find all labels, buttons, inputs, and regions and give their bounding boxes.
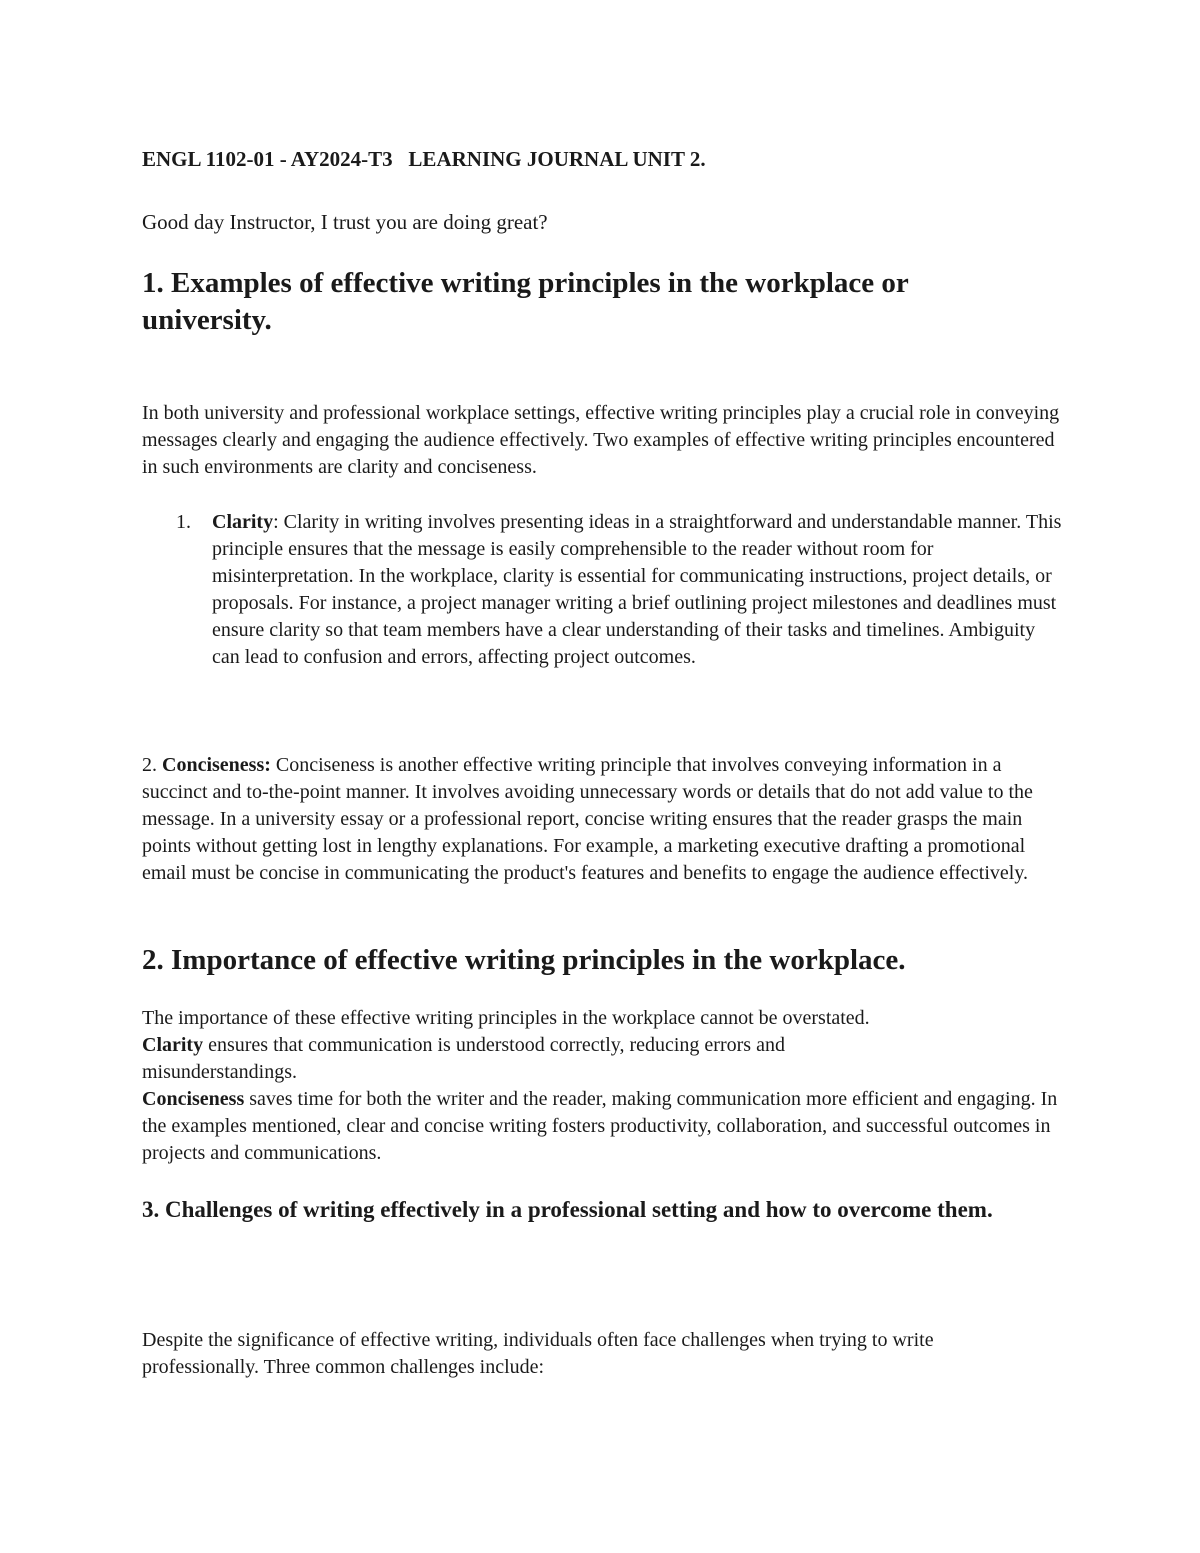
section2-clarity — [142, 1032, 922, 1086]
list-item-clarity — [142, 509, 1062, 671]
term-clarity: Clarity — [142, 1034, 204, 1056]
term-conciseness: Conciseness — [142, 1088, 245, 1110]
list-item-text — [212, 509, 1062, 671]
conciseness-importance: saves time for both the writer and the reader, making communication more efficient and engaging. In the examples mentioned, clear and concise writing fosters productivity, collaboration, and successful outcomes in projects and communications. — [142, 1088, 1058, 1164]
section2-intro: The importance of these effective writing principles in the workplace cannot be overstated. — [142, 1007, 870, 1029]
conciseness-paragraph — [142, 752, 1062, 887]
conciseness-description: Conciseness is another effective writing principle that involves conveying information in a succinct and to-the-point manner. It involves avoiding unnecessary words or details that do not add value to the message. In a university essay or a professional report, concise writing ensures that the reader grasps the main points without getting lost in lengthy explanations. For example, a marketing executive drafting a promotional email must be concise in communicating the product's features and benefits to engage the audience effectively. — [142, 754, 1033, 884]
document-page — [142, 145, 1062, 1378]
section2-conciseness — [142, 1086, 1062, 1167]
section3-heading: 3. Challenges of writing effectively in a professional setting and how to overcome them. — [142, 1197, 993, 1222]
section3-intro: Despite the significance of effective writing, individuals often face challenges when trying to write professionally. Three common challenges include: — [142, 1329, 934, 1378]
section1-intro: In both university and professional workplace settings, effective writing principles play a crucial role in conveying messages clearly and engaging the audience effectively. Two examples of effective writing principles encountered in such environments are clarity and conciseness. — [142, 402, 1060, 478]
list-number: 2. — [142, 754, 162, 776]
list-number: 1. — [176, 511, 191, 533]
term-clarity: Clarity — [212, 511, 274, 533]
document-title: ENGL 1102-01 - AY2024-T3 LEARNING JOURNAL UNIT 2. — [142, 147, 706, 171]
clarity-importance: ensures that communication is understood correctly, reducing errors and misunderstandings. — [142, 1034, 785, 1083]
section1-heading: 1. Examples of effective writing principles in the workplace or university. — [142, 267, 909, 336]
greeting: Good day Instructor, I trust you are doing great? — [142, 210, 548, 234]
clarity-description: : Clarity in writing involves presenting ideas in a straightforward and understandable manner. This principle ensures that the message is easily comprehensible to the reader without room for misinterpretation. In the workplace, clarity is essential for communicating instructions, project details, or proposals. For instance, a project manager writing a brief outlining project milestones and deadlines must ensure clarity so that team members have a clear understanding of their tasks and timelines. Ambiguity can lead to confusion and errors, affecting project outcomes. — [212, 511, 1062, 668]
term-conciseness: Conciseness: — [162, 754, 271, 776]
section2-heading: 2. Importance of effective writing principles in the workplace. — [142, 944, 906, 976]
